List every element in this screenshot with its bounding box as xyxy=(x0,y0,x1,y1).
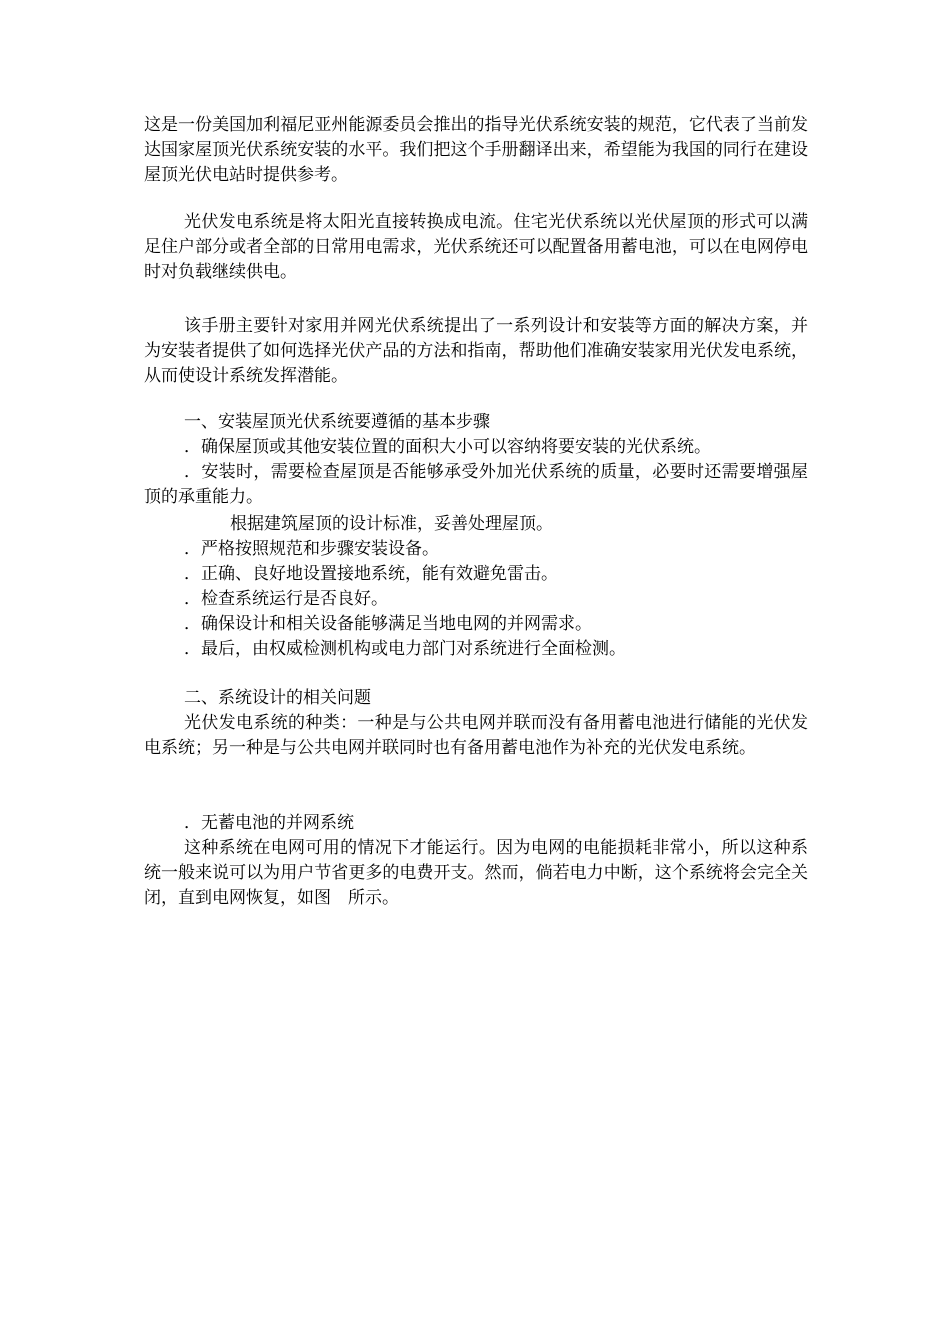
manual-scope-paragraph: 该手册主要针对家用并网光伏系统提出了一系列设计和安装等方面的解决方案，并为安装者提供了如何选择光伏产品的方法和指南，帮助他们准确安装家用光伏发电系统，从而使设计系统发挥潜能。 xyxy=(144,316,808,386)
section1-step-4: ．严格按照规范和步骤安装设备。 xyxy=(184,539,439,559)
section2-subparagraph: 这种系统在电网可用的情况下才能运行。因为电网的电能损耗非常小，所以这种系统一般来说可以为用户节省更多的电费开支。然而，倘若电力中断，这个系统将会完全关闭，直到电网恢复，如图 所示。 xyxy=(144,838,808,908)
section1-step-7: ．确保设计和相关设备能够满足当地电网的并网需求。 xyxy=(184,614,592,634)
intro-paragraph: 这是一份美国加利福尼亚州能源委员会推出的指导光伏系统安装的规范，它代表了当前发达国家屋顶光伏系统安装的水平。我们把这个手册翻译出来，希望能为我国的同行在建设屋顶光伏电站时提供参考。 xyxy=(144,115,808,185)
section1-step-6: ．检查系统运行是否良好。 xyxy=(184,589,388,609)
section1-step-2: ．安装时，需要检查屋顶是否能够承受外加光伏系统的质量，必要时还需要增强屋顶的承重能力。 xyxy=(144,462,808,507)
section2-subheading: ．无蓄电池的并网系统 xyxy=(184,813,354,833)
section2-paragraph: 光伏发电系统的种类：一种是与公共电网并联而没有备用蓄电池进行储能的光伏发电系统；另一种是与公共电网并联同时也有备用蓄电池作为补充的光伏发电系统。 xyxy=(144,713,808,758)
section1-heading: 一、安装屋顶光伏系统要遵循的基本步骤 xyxy=(184,412,490,432)
section2-heading: 二、系统设计的相关问题 xyxy=(184,688,371,708)
section1-step-8: ．最后，由权威检测机构或电力部门对系统进行全面检测。 xyxy=(184,639,626,659)
section1-step-5: ．正确、良好地设置接地系统，能有效避免雷击。 xyxy=(184,564,558,584)
section1-step-1: ．确保屋顶或其他安装位置的面积大小可以容纳将要安装的光伏系统。 xyxy=(184,437,711,457)
overview-paragraph: 光伏发电系统是将太阳光直接转换成电流。住宅光伏系统以光伏屋顶的形式可以满足住户部分或者全部的日常用电需求，光伏系统还可以配置备用蓄电池，可以在电网停电时对负载继续供电。 xyxy=(144,212,808,282)
section1-step-3: 根据建筑屋顶的设计标准，妥善处理屋顶。 xyxy=(230,514,553,534)
